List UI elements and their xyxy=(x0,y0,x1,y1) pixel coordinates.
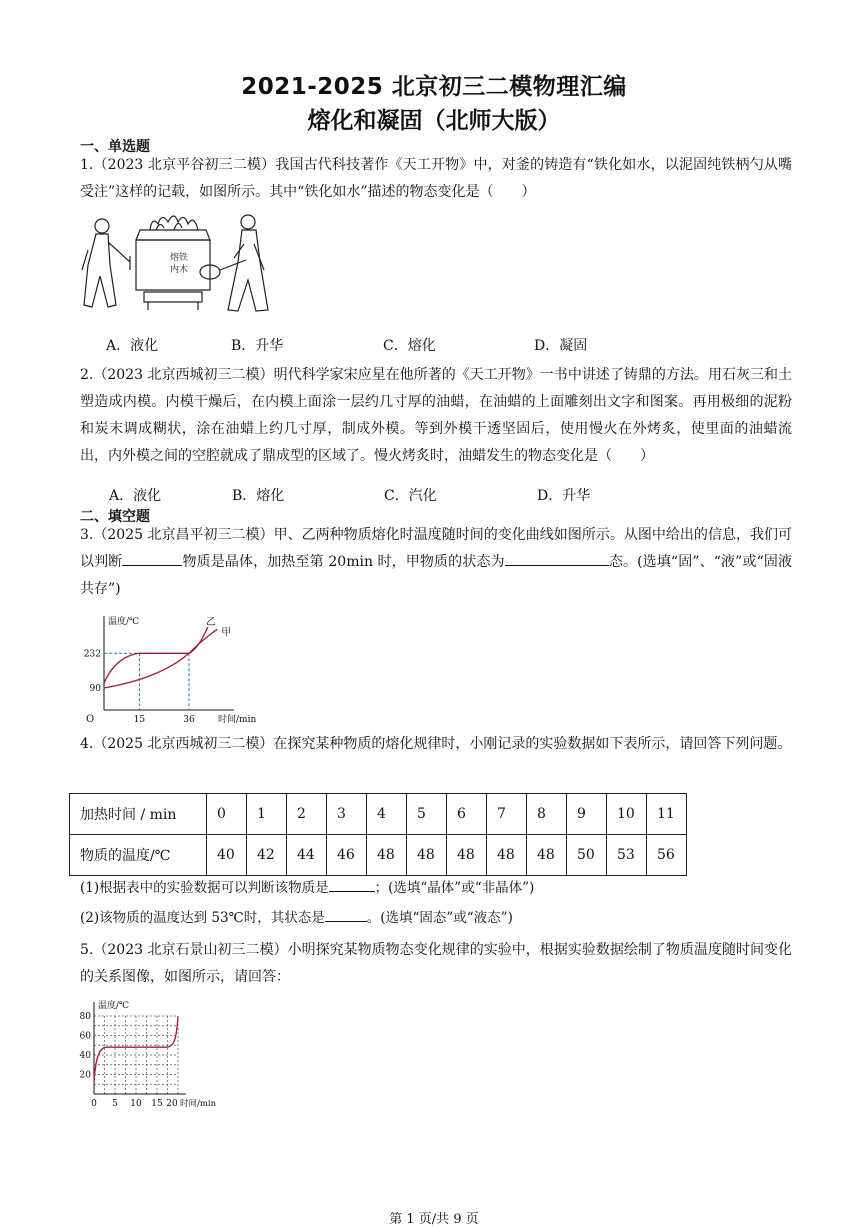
x-axis-label: 时间/min xyxy=(180,1099,217,1109)
table-cell: 46 xyxy=(327,835,367,876)
y-tick-label: 20 xyxy=(79,1070,91,1081)
q1-option-c[interactable]: C．熔化 xyxy=(383,338,436,354)
table-cell: 11 xyxy=(647,794,687,835)
table-cell: 3 xyxy=(327,794,367,835)
chart-melting-curves xyxy=(83,612,257,725)
table-cell: 42 xyxy=(247,835,287,876)
table-cell: 0 xyxy=(207,794,247,835)
q2-option-c[interactable]: C．汽化 xyxy=(384,488,437,504)
q2-option-b[interactable]: B．熔化 xyxy=(232,488,285,504)
q4-sub1-text-a: (1)根据表中的实验数据可以判断该物质是 xyxy=(80,880,329,896)
origin-label: O xyxy=(86,714,95,725)
x-tick-label: 5 xyxy=(112,1099,118,1109)
x-axis-label: 时间/min xyxy=(218,715,257,725)
x-tick-label: 36 xyxy=(183,715,195,725)
q3-text-b: 物质是晶体，加热至第 20min 时，甲物质的状态为 xyxy=(182,554,505,570)
series-line-jia xyxy=(104,629,217,688)
table-cell: 5 xyxy=(407,794,447,835)
q4-blank-2[interactable] xyxy=(325,905,367,922)
table-cell: 10 xyxy=(607,794,647,835)
table-cell: 48 xyxy=(487,835,527,876)
x-tick-label: 20 xyxy=(166,1099,178,1109)
question-4-sub-2 xyxy=(80,905,792,932)
data-table xyxy=(69,793,687,876)
y-tick-label: 232 xyxy=(83,649,101,660)
series-label: 甲 xyxy=(221,627,232,639)
y-axis-label: 温度/℃ xyxy=(108,617,140,627)
casting-illustration xyxy=(78,210,278,318)
q4-blank-1[interactable] xyxy=(329,875,375,892)
y-tick-label: 80 xyxy=(79,1012,91,1022)
y-tick-label: 60 xyxy=(79,1031,91,1042)
figure-label-inner-wood: 内木 xyxy=(170,265,189,275)
x-tick-label: 15 xyxy=(133,715,146,725)
q4-sub1-text-b: ；(选填“晶体”或“非晶体”) xyxy=(374,880,535,896)
table-cell: 48 xyxy=(407,835,447,876)
figure-label-molten-iron: 熔铁 xyxy=(170,253,189,263)
table-row-temperature xyxy=(70,835,687,876)
q1-option-b[interactable]: B．升华 xyxy=(231,338,284,354)
table-cell: 48 xyxy=(527,835,567,876)
table-row-time xyxy=(70,794,687,835)
q3-blank-2[interactable] xyxy=(505,549,609,566)
q4-sub2-text-b: 。(选填“固态”或“液态”) xyxy=(366,910,513,926)
y-axis-label: 温度/℃ xyxy=(98,1001,130,1011)
table-cell: 50 xyxy=(567,835,607,876)
x-tick-label: 0 xyxy=(91,1099,97,1109)
table-cell: 40 xyxy=(207,835,247,876)
question-1-text: 1.（2023 北京平谷初三二模）我国古代科技著作《天工开物》中，对釜的铸造有“铁化如水，以泥固纯铁柄勺从嘴受注”这样的记载，如图所示。其中“铁化如水”描述的物态变化是（ ） xyxy=(80,157,792,200)
q4-sub2-text-a: (2)该物质的温度达到 53℃时，其状态是 xyxy=(80,910,325,926)
table-cell: 2 xyxy=(287,794,327,835)
q2-option-a[interactable]: A．液化 xyxy=(109,488,162,504)
question-4-text: 4.（2025 北京西城初三二模）在探究某种物质的熔化规律时，小刚记录的实验数据如下表所示，请回答下列问题。 xyxy=(80,736,792,752)
q2-option-d[interactable]: D．升华 xyxy=(537,488,591,504)
row-header-temperature: 物质的温度/℃ xyxy=(70,835,207,876)
question-4-sub-1 xyxy=(80,875,792,902)
question-3-text xyxy=(80,522,792,603)
q3-blank-1[interactable] xyxy=(122,549,182,566)
table-cell: 48 xyxy=(447,835,487,876)
chart-temperature-time xyxy=(74,996,240,1120)
table-cell: 56 xyxy=(647,835,687,876)
table-cell: 53 xyxy=(607,835,647,876)
table-cell: 1 xyxy=(247,794,287,835)
table-cell: 6 xyxy=(447,794,487,835)
page-number: 第 1 页/共 9 页 xyxy=(389,1212,479,1227)
table-cell: 4 xyxy=(367,794,407,835)
table-cell: 8 xyxy=(527,794,567,835)
series-label: 乙 xyxy=(205,616,216,628)
question-2-text: 2.（2023 北京西城初三二模）明代科学家宋应星在他所著的《天工开物》一书中讲述了铸鼎的方法。用石灰三和土塑造成内模。内模干燥后，在内模上面涂一层约几寸厚的油蜡，在油蜡的上面雕刻出文字和图案。再用极细的泥粉和炭末调成糊状，涂在油蜡上约几寸厚，制成外模。等到外模干透坚固后，使用慢火在外烤炙，使里面的油蜡流出，内外模之间的空腔就成了鼎成型的区域了。慢火烤炙时，油蜡发生的物态变化是（ ） xyxy=(80,367,792,464)
series-line xyxy=(94,1016,178,1084)
question-5-text: 5.（2023 北京石景山初三二模）小明探究某物质物态变化规律的实验中，根据实验数据绘制了物质温度随时间变化的关系图像，如图所示，请回答： xyxy=(80,942,792,985)
y-tick-label: 90 xyxy=(89,684,101,694)
q3-text-c: 态。(选填“固”、“液”或“固液共存”) xyxy=(80,554,793,597)
table-cell: 9 xyxy=(567,794,607,835)
q1-option-a[interactable]: A．液化 xyxy=(106,338,159,354)
table-cell: 44 xyxy=(287,835,327,876)
q3-text-a: 3.（2025 北京昌平初三二模）甲、乙两种物质熔化时温度随时间的变化曲线如图所示。从图中给出的信息，我们可以判断 xyxy=(80,527,792,570)
q1-option-d[interactable]: D．凝固 xyxy=(534,338,588,354)
section-heading-fill-blank: 二、填空题 xyxy=(80,509,150,525)
page-title: 2021-2025 北京初三二模物理汇编 xyxy=(241,74,627,100)
row-header-time: 加热时间 / min xyxy=(70,794,207,835)
page-subtitle: 熔化和凝固（北师大版） xyxy=(307,108,561,134)
x-tick-label: 10 xyxy=(130,1099,142,1109)
section-heading-single-choice: 一、单选题 xyxy=(80,139,150,155)
series-line-yi xyxy=(104,627,208,683)
table-cell: 7 xyxy=(487,794,527,835)
x-tick-label: 15 xyxy=(151,1099,163,1109)
y-tick-label: 40 xyxy=(79,1051,91,1061)
table-cell: 48 xyxy=(367,835,407,876)
